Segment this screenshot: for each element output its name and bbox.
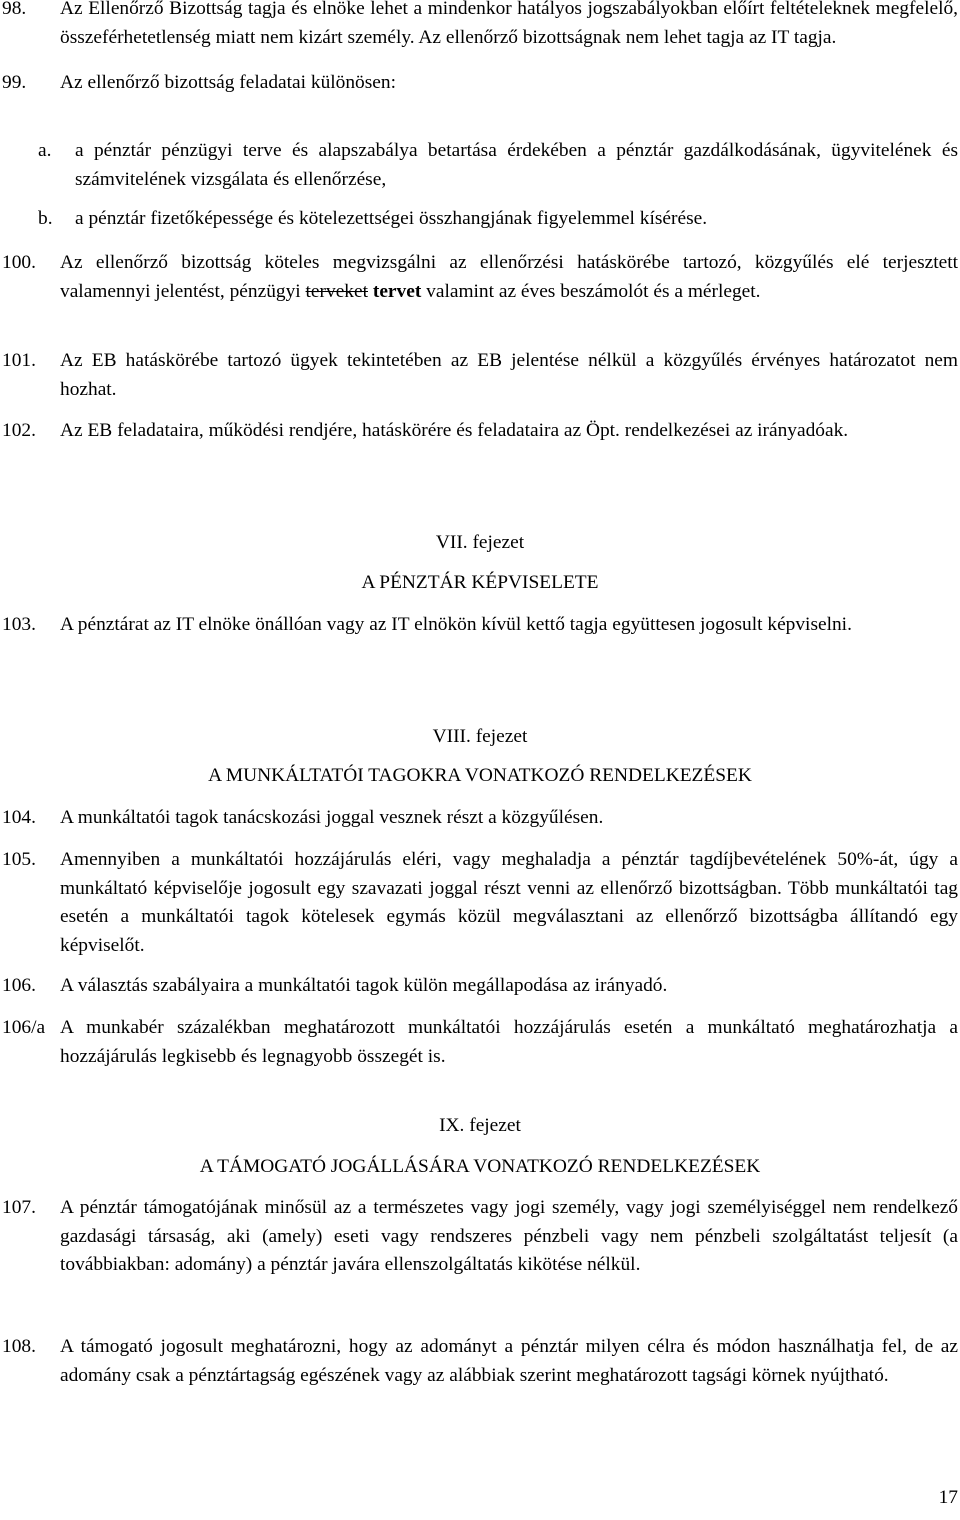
paragraph-text: A munkabér százalékban meghatározott munkáltatói hozzájárulás esetén a munkáltató meghatározhatja a hozzájárulás legkisebb és legnagyobb összegét is.	[60, 1017, 958, 1067]
paragraph-text: A támogató jogosult meghatározni, hogy az adományt a pénztár milyen célra és módon használhatja fel, de az adomány csak a pénztártagság egészének vagy az alábbiak szerint meghatározott tagsági körnek nyújtható.	[60, 1336, 958, 1386]
paragraph-text	[60, 249, 958, 306]
paragraph-number: 108.	[2, 1336, 36, 1357]
chapter-9-label: IX. fejezet	[439, 1115, 521, 1136]
paragraph-number: 102.	[2, 420, 36, 441]
chapter-7-label: VII. fejezet	[435, 532, 525, 553]
paragraph-text: Amennyiben a munkáltatói hozzájárulás eléri, vagy meghaladja a pénztár tagdíjbevételének 50%-át, úgy a munkáltató képviselője jogosult egy szavazati joggal részt venni az ellenőrző bizottságban. Több munkáltatói tag esetén a munkáltatói tagok kötelesek egymás közül megválasztani az ellenőrző bizottságba állítandó egy képviselőt.	[60, 849, 958, 956]
paragraph-107	[0, 1194, 958, 1280]
struck-out-text: terveket	[305, 280, 368, 302]
paragraph-number: 99.	[2, 72, 27, 93]
list-marker: a.	[38, 140, 52, 161]
paragraph-number: 106.	[2, 975, 36, 996]
list-text: a pénztár pénzügyi terve és alapszabálya betartása érdekében a pénztár gazdálkodásának, ügyvitelének és számvitelének vizsgálata és ellenőrzése,	[75, 140, 958, 190]
paragraph-103	[0, 611, 958, 640]
paragraph-number: 101.	[2, 350, 36, 371]
page-number: 17	[938, 1487, 958, 1508]
list-marker: b.	[38, 208, 53, 229]
paragraph-text: A pénztár támogatójának minősül az a természetes vagy jogi személy, vagy jogi személyiséggel nem rendelkező gazdasági társaság, aki (amely) eseti vagy rendszeres pénzbeli vagy nem pénzbeli szolgáltatást teljesít (a továbbiakban: adomány) a pénztár javára ellenszolgáltatás kikötése nélkül.	[60, 1197, 958, 1275]
paragraph-102	[0, 417, 958, 446]
paragraph-text: A munkáltatói tagok tanácskozási joggal vesznek részt a közgyűlésen.	[60, 807, 604, 828]
chapter-7-title: A PÉNZTÁR KÉPVISELETE	[361, 572, 599, 593]
chapter-9-title: A TÁMOGATÓ JOGÁLLÁSÁRA VONATKOZÓ RENDELKEZÉSEK	[199, 1156, 761, 1177]
paragraph-101	[0, 347, 958, 404]
chapter-8-title: A MUNKÁLTATÓI TAGOKRA VONATKOZÓ RENDELKEZÉSEK	[208, 765, 752, 786]
paragraph-number: 100.	[2, 252, 36, 273]
list-text: a pénztár fizetőképessége és kötelezettségei összhangjának figyelemmel kísérése.	[75, 208, 708, 229]
paragraph-text: Az ellenőrző bizottság feladatai különösen:	[60, 72, 396, 93]
paragraph-number: 103.	[2, 614, 36, 635]
paragraph-108	[0, 1333, 958, 1390]
paragraph-text: A pénztárat az IT elnöke önállóan vagy az IT elnökön kívül kettő tagja együttesen jogosult képviselni.	[60, 614, 852, 635]
list-item-b	[38, 205, 958, 234]
paragraph-text: Az EB feladataira, működési rendjére, hatáskörére és feladataira az Öpt. rendelkezései az irányadóak.	[60, 420, 849, 441]
paragraph-text: Az Ellenőrző Bizottság tagja és elnöke lehet a mindenkor hatályos jogszabályokban előírt feltételeknek megfelelő, összeférhetetlenség miatt nem kizárt személy. Az ellenőrző bizottságnak nem lehet tagja az IT tagja.	[60, 0, 958, 48]
paragraph-106a	[0, 1014, 958, 1071]
paragraph-105	[0, 846, 958, 960]
paragraph-number: 107.	[2, 1197, 36, 1218]
paragraph-text: Az EB hatáskörébe tartozó ügyek tekintetében az EB jelentése nélkül a közgyűlés érvényes határozatot nem hozhat.	[60, 350, 958, 400]
chapter-8-label: VIII. fejezet	[432, 726, 528, 747]
text-after-edit: valamint az éves beszámolót és a mérleget.	[421, 280, 761, 302]
paragraph-104	[0, 804, 958, 833]
paragraph-98	[0, 0, 958, 52]
text-before-edit: Az ellenőrző bizottság köteles megvizsgálni az ellenőrzési hatáskörébe tartozó, közgyűlés elé terjesztett valamennyi jelentést, pénzügyi	[60, 252, 958, 302]
list-item-a	[38, 137, 958, 194]
paragraph-number: 106/a	[2, 1017, 46, 1038]
paragraph-100	[0, 249, 958, 306]
paragraph-text: A választás szabályaira a munkáltatói tagok külön megállapodása az irányadó.	[60, 975, 668, 996]
paragraph-106	[0, 972, 958, 1001]
inserted-text: tervet	[372, 280, 422, 302]
paragraph-number: 105.	[2, 849, 36, 870]
paragraph-99	[0, 69, 958, 98]
paragraph-number: 104.	[2, 807, 36, 828]
paragraph-number: 98.	[2, 0, 27, 19]
